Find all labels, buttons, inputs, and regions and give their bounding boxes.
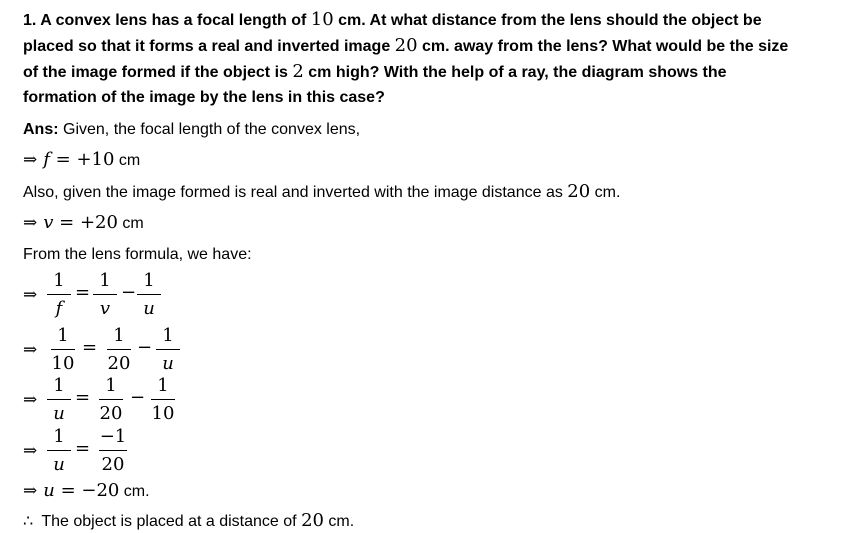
implies-arrow: ⇒: [23, 481, 38, 501]
question-text-segment: cm high? With the help of a ray, the diagram shows the: [303, 64, 727, 81]
therefore-symbol: ∴: [23, 511, 34, 530]
question-text-segment: placed so that it forms a real and inverted image: [23, 38, 395, 55]
fraction: [137, 270, 161, 320]
lens-formula-text: From the lens formula, we have:: [23, 246, 252, 263]
fraction-bar: [99, 450, 127, 451]
fraction: [156, 325, 180, 375]
object-distance-result: [23, 481, 150, 502]
fraction-bar: [47, 399, 71, 400]
focal-length-equation: [23, 150, 140, 171]
minus-sign: −: [137, 337, 153, 358]
fraction-bar: [47, 450, 71, 451]
denominator: 20: [107, 353, 131, 374]
image-distance-number: 20: [394, 35, 418, 56]
answer-label: Ans:: [23, 121, 59, 138]
math-variable: f: [43, 149, 50, 170]
math-value: 20: [301, 510, 324, 531]
math-variable: v: [43, 212, 54, 233]
numerator: 1: [53, 375, 65, 396]
implies-arrow: ⇒: [23, 340, 38, 360]
denominator: 20: [101, 454, 125, 475]
denominator: v: [99, 298, 111, 319]
numerator: −1: [99, 426, 127, 447]
implies-arrow: ⇒: [23, 150, 38, 170]
fraction-bar: [156, 349, 180, 350]
numerator: 1: [53, 270, 65, 291]
fraction: [47, 426, 71, 476]
fraction: [47, 375, 71, 425]
math-value: = +20: [53, 212, 118, 233]
numerator: 1: [113, 325, 125, 346]
math-variable: u: [43, 480, 55, 501]
denominator: u: [53, 454, 65, 475]
implies-arrow: ⇒: [23, 213, 38, 233]
fraction: [99, 426, 127, 476]
fraction-bar: [107, 349, 131, 350]
minus-sign: −: [130, 387, 146, 408]
answer-intro: [23, 120, 360, 140]
denominator: 10: [51, 353, 75, 374]
unit-label: cm: [114, 152, 141, 169]
answer-text: The object is placed at a distance of: [37, 513, 302, 530]
fraction-bar: [93, 294, 117, 295]
fraction: [151, 375, 175, 425]
question-text-segment: cm. away from the lens? What would be the size: [417, 38, 789, 55]
question-line: [23, 33, 846, 59]
equals-sign: =: [75, 438, 91, 459]
answer-text: Given, the focal length of the convex lens,: [58, 121, 361, 138]
denominator: 20: [99, 403, 123, 424]
fraction-bar: [151, 399, 175, 400]
answer-text: cm.: [590, 184, 621, 201]
math-value: = +10: [49, 149, 115, 170]
answer-text: Also, given the image formed is real and inverted with the image distance as: [23, 184, 568, 201]
implies-arrow: ⇒: [23, 390, 38, 410]
numerator: 1: [53, 426, 65, 447]
conclusion-text: [23, 511, 354, 532]
numerator: 1: [105, 375, 117, 396]
fraction: [99, 375, 123, 425]
numerator: 1: [157, 375, 169, 396]
denominator: u: [143, 298, 155, 319]
also-given-text: [23, 182, 620, 203]
implies-arrow: ⇒: [23, 441, 38, 461]
denominator: 10: [151, 403, 175, 424]
question-line: [23, 59, 846, 85]
fraction: [93, 270, 117, 320]
denominator: u: [162, 353, 174, 374]
fraction: [51, 325, 75, 375]
unit-label: cm.: [119, 483, 150, 500]
numerator: 1: [57, 325, 69, 346]
question-text: [23, 7, 846, 111]
answer-text: cm.: [323, 513, 355, 530]
equals-sign: =: [75, 387, 91, 408]
focal-length-number: 10: [310, 9, 334, 30]
fraction-bar: [47, 294, 71, 295]
fraction: [47, 270, 71, 320]
question-text-segment: 1. A convex lens has a focal length of: [23, 12, 311, 29]
numerator: 1: [99, 270, 111, 291]
question-text-segment: of the image formed if the object is: [23, 64, 293, 81]
image-distance-equation: [23, 213, 144, 234]
numerator: 1: [162, 325, 174, 346]
fraction-bar: [51, 349, 75, 350]
question-text-segment: cm. At what distance from the lens should the object be: [333, 12, 762, 29]
fraction-bar: [99, 399, 123, 400]
numerator: 1: [143, 270, 155, 291]
math-value: 20: [567, 181, 591, 202]
unit-label: cm: [117, 215, 144, 232]
implies-arrow: ⇒: [23, 285, 38, 305]
fraction: [107, 325, 131, 375]
math-value: = −20: [54, 480, 120, 501]
fraction-bar: [137, 294, 161, 295]
question-line: [23, 7, 846, 33]
object-height-number: 2: [292, 61, 304, 82]
equals-sign: =: [82, 337, 98, 358]
equals-sign: =: [75, 282, 91, 303]
minus-sign: −: [121, 282, 137, 303]
question-line: formation of the image by the lens in this case?: [23, 89, 385, 106]
denominator: u: [53, 403, 65, 424]
denominator: f: [55, 298, 63, 319]
